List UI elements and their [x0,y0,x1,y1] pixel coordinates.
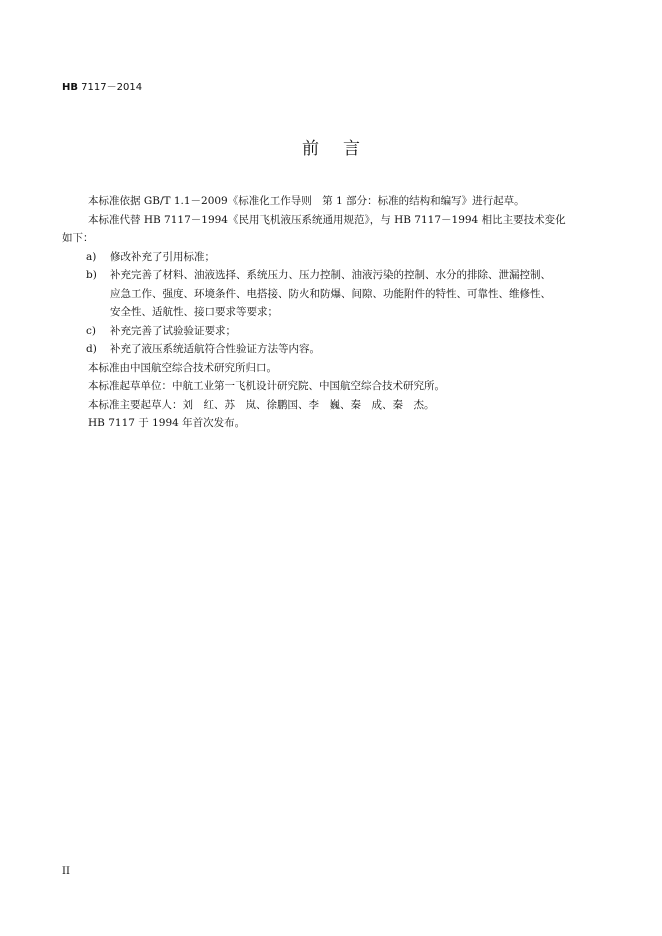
paragraph-replaces-line1: 本标准代替 HB 7117－1994《民用飞机液压系统通用规范》，与 HB 7117－1994 相比主要技术变化 [88,213,566,226]
list-label: b) [86,269,97,281]
document-code-prefix: HB [62,82,78,93]
list-text: 补充完善了材料、油液选择、系统压力、压力控制、油液污染的控制、水分的排除、泄漏控制、 [110,269,551,281]
list-label: c) [86,324,96,337]
list-item-b-continuation-1: 应急工作、强度、环境条件、电搭接、防火和防爆、间隙、功能附件的特性、可靠性、维修性、 [110,287,551,300]
list-item-d [62,340,592,359]
page-title: 前言 [302,139,384,159]
list-item-b [62,266,592,285]
paragraph-replaces-line2: 如下： [62,232,94,244]
document-code [62,78,142,93]
paragraph-drafters: 本标准主要起草人：刘 红、苏 岚、徐鹏国、李 巍、秦 成、秦 杰。 [88,398,435,411]
list-text: 补充了液压系统适航符合性验证方法等内容。 [110,343,320,355]
list-item-c [62,322,592,341]
page-number: II [62,866,70,877]
list-label: a) [86,250,97,263]
foreword-body [62,192,592,433]
paragraph-governing-body: 本标准由中国航空综合技术研究所归口。 [88,361,277,374]
list-item-a [62,248,592,267]
list-text: 补充完善了试验验证要求； [110,324,236,337]
list-item-b-continuation-2: 安全性、适航性、接口要求等要求； [110,306,278,318]
list-text: 修改补充了引用标准； [110,250,215,263]
paragraph-drafting-units: 本标准起草单位：中航工业第一飞机设计研究院、中国航空综合技术研究所。 [88,380,445,392]
list-label: d) [86,343,97,355]
document-code-number: 7117－2014 [78,82,143,93]
paragraph-first-release: HB 7117 于 1994 年首次发布。 [88,417,246,429]
paragraph-basis: 本标准依据 GB/T 1.1－2009《标准化工作导则 第 1 部分：标准的结构和编写》进行起草。 [88,195,525,207]
